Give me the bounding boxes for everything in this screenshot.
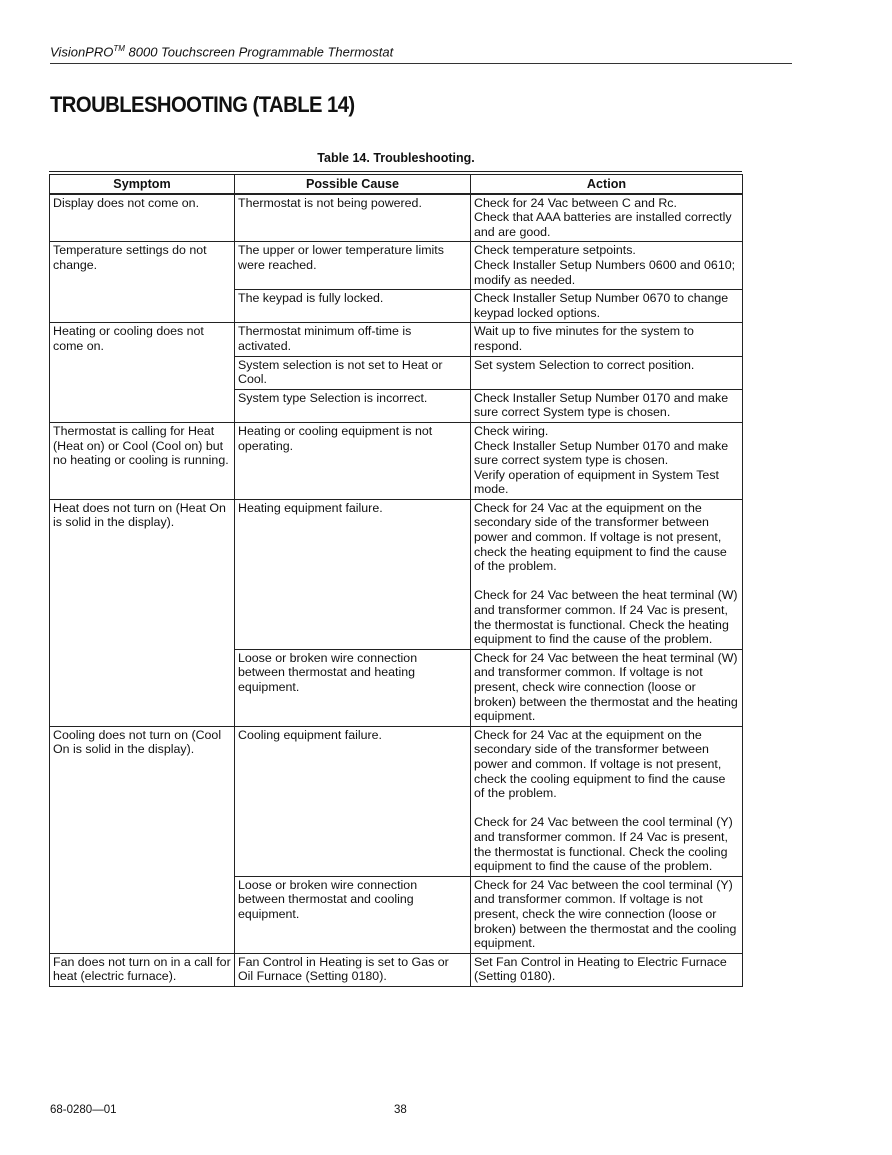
action-line: Check for 24 Vac between the heat terminal (W) and transformer common. If voltage is not present, check wire connection (loose or broken) between the thermostat and the heating equipment.	[474, 650, 738, 724]
action-line: Check Installer Setup Numbers 0600 and 0610; modify as needed.	[474, 257, 736, 287]
action-line: Check temperature setpoints.	[474, 243, 636, 258]
action-line: Check for 24 Vac between the heat terminal (W) and transformer common. If 24 Vac is present, the thermostat is functional. Check the heating equipment to find the cause of the problem.	[474, 588, 738, 647]
column-header-symptom: Symptom	[50, 175, 235, 194]
table-header-row	[50, 175, 743, 194]
table-row	[50, 422, 743, 499]
product-subtitle: 8000 Touchscreen Programmable Thermostat	[124, 44, 394, 60]
table-row	[50, 726, 743, 876]
symptom-cell: Fan does not turn on in a call for heat (electric furnace).	[50, 953, 235, 986]
document-number: 68-0280—01	[50, 1104, 117, 1116]
cause-cell: The keypad is fully locked.	[235, 290, 471, 323]
action-cell	[471, 389, 743, 422]
page-title: TROUBLESHOOTING (TABLE 14)	[50, 92, 355, 117]
cause-cell: Cooling equipment failure.	[235, 726, 471, 876]
cause-cell: Thermostat minimum off-time is activated.	[235, 323, 471, 356]
action-line: Verify operation of equipment in System Test mode.	[474, 467, 719, 497]
action-cell	[471, 323, 743, 356]
cause-cell: Heating equipment failure.	[235, 499, 471, 649]
cause-cell: Heating or cooling equipment is not operating.	[235, 422, 471, 499]
action-line: Check Installer Setup Number 0170 and make sure correct system type is chosen.	[474, 438, 729, 468]
paragraph-gap	[474, 574, 739, 589]
troubleshooting-table-container	[49, 171, 742, 987]
action-cell	[471, 194, 743, 242]
action-line: Set system Selection to correct position.	[474, 357, 695, 372]
action-line: Check wiring.	[474, 423, 549, 438]
action-cell	[471, 422, 743, 499]
product-name: VisionPRO	[50, 44, 114, 60]
action-line: Check for 24 Vac between the cool terminal (Y) and transformer common. If 24 Vac is present, the thermostat is functional. Check the cooling equipment to find the cause of the problem.	[474, 815, 733, 874]
table-row	[50, 242, 743, 290]
symptom-cell: Heating or cooling does not come on.	[50, 323, 235, 423]
action-line: Check for 24 Vac at the equipment on the secondary side of the transformer between power and common. If voltage is not present, check the heating equipment to find the cause of the problem.	[474, 500, 727, 574]
action-line: Check for 24 Vac between C and Rc.	[474, 195, 677, 210]
running-header	[50, 44, 792, 59]
table-row	[50, 194, 743, 242]
troubleshooting-table	[49, 174, 743, 987]
paragraph-gap	[474, 801, 739, 816]
cause-cell: Loose or broken wire connection between thermostat and cooling equipment.	[235, 876, 471, 953]
action-cell	[471, 726, 743, 876]
action-cell	[471, 649, 743, 726]
action-cell	[471, 876, 743, 953]
cause-cell: Fan Control in Heating is set to Gas or Oil Furnace (Setting 0180).	[235, 953, 471, 986]
action-cell	[471, 953, 743, 986]
action-cell	[471, 499, 743, 649]
action-line: Check Installer Setup Number 0170 and make sure correct System type is chosen.	[474, 390, 729, 420]
symptom-cell: Cooling does not turn on (Cool On is solid in the display).	[50, 726, 235, 953]
header-divider	[50, 63, 792, 64]
action-cell	[471, 356, 743, 389]
action-line: Check that AAA batteries are installed correctly and are good.	[474, 210, 732, 239]
cause-cell: System type Selection is incorrect.	[235, 389, 471, 422]
table-row	[50, 323, 743, 356]
trademark-mark: TM	[113, 44, 125, 53]
action-line: Wait up to five minutes for the system to respond.	[474, 324, 694, 353]
action-cell	[471, 242, 743, 290]
cause-cell: Thermostat is not being powered.	[235, 194, 471, 242]
symptom-cell: Thermostat is calling for Heat (Heat on) or Cool (Cool on) but no heating or cooling is running.	[50, 422, 235, 499]
action-cell	[471, 290, 743, 323]
table-body	[50, 194, 743, 987]
symptom-cell: Display does not come on.	[50, 194, 235, 242]
page-number: 38	[394, 1104, 407, 1116]
action-line: Check Installer Setup Number 0670 to change keypad locked options.	[474, 291, 729, 320]
table-caption: Table 14. Troubleshooting.	[317, 151, 475, 165]
action-line: Check for 24 Vac between the cool terminal (Y) and transformer common. If voltage is not present, check the wire connection (loose or broken) between the thermostat and the cooling equipment.	[474, 877, 737, 951]
column-header-cause: Possible Cause	[235, 175, 471, 194]
cause-cell: System selection is not set to Heat or Cool.	[235, 356, 471, 389]
table-row	[50, 953, 743, 986]
table-row	[50, 499, 743, 649]
action-line: Set Fan Control in Heating to Electric Furnace (Setting 0180).	[474, 954, 727, 984]
cause-cell: Loose or broken wire connection between thermostat and heating equipment.	[235, 649, 471, 726]
cause-cell: The upper or lower temperature limits were reached.	[235, 242, 471, 290]
symptom-cell: Heat does not turn on (Heat On is solid in the display).	[50, 499, 235, 726]
action-line: Check for 24 Vac at the equipment on the secondary side of the transformer between power and common. If voltage is not present, check the cooling equipment to find the cause of the problem.	[474, 727, 726, 801]
column-header-action: Action	[471, 175, 743, 194]
symptom-cell: Temperature settings do not change.	[50, 242, 235, 323]
